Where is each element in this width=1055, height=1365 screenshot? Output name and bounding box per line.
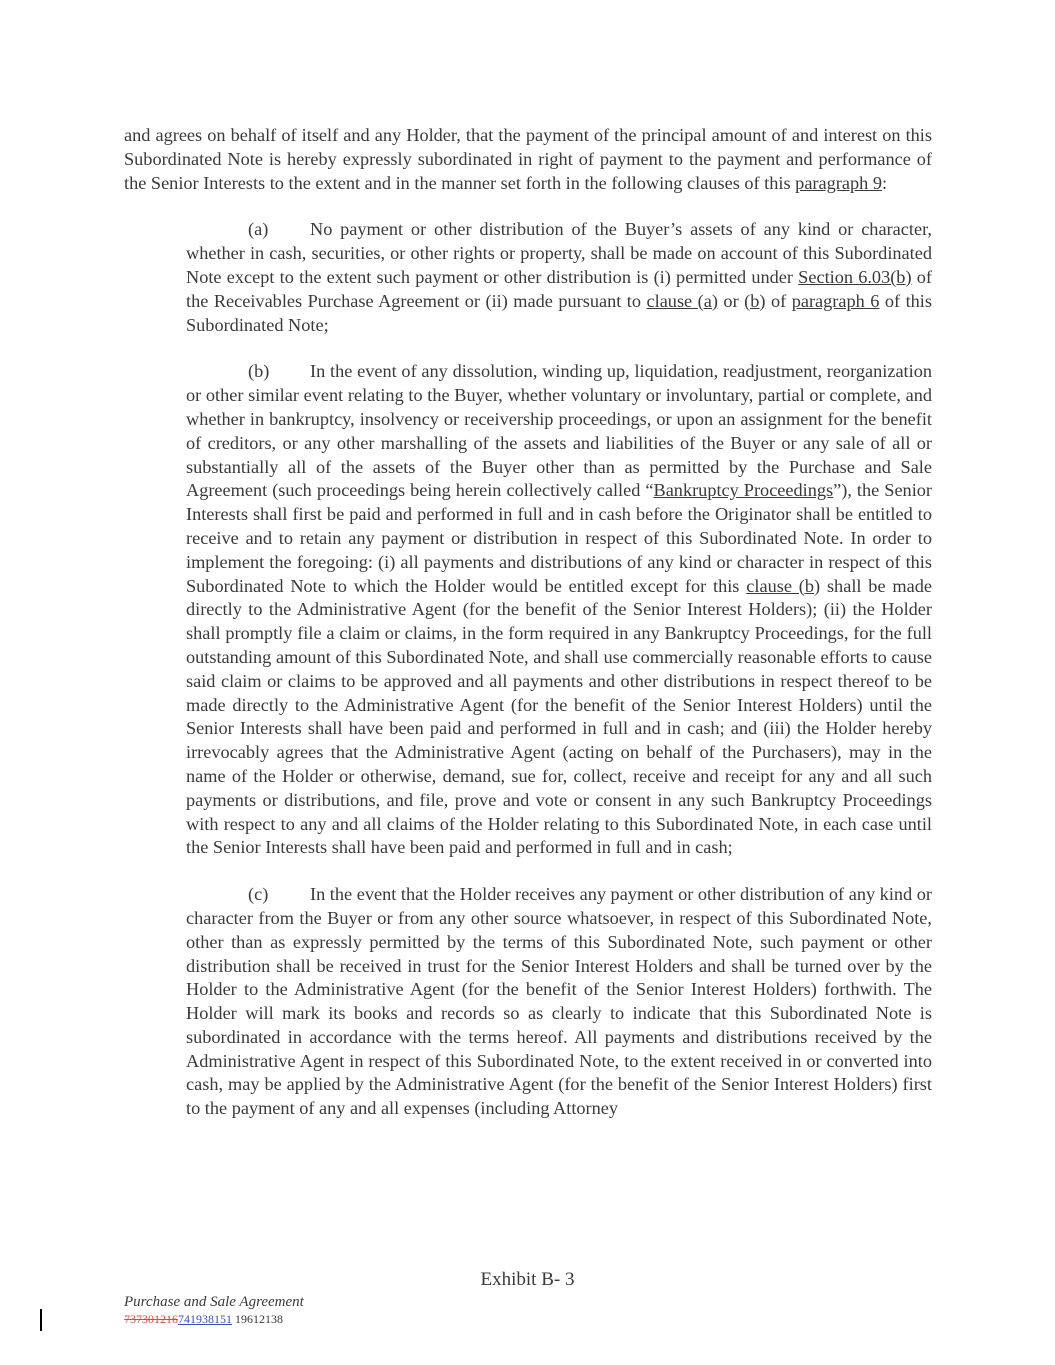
intro-paragraph xyxy=(124,124,932,195)
clause-c-paragraph xyxy=(186,883,932,1121)
clause-b-reference: clause (b) xyxy=(746,575,821,596)
bankruptcy-proceedings-term: Bankruptcy Proceedings xyxy=(653,480,834,501)
section-6-03b-reference: Section 6.03(b) xyxy=(798,266,912,287)
clause-a-reference: clause (a) xyxy=(646,290,718,311)
clause-a-text-5: of this Subordinated Note; xyxy=(186,290,932,335)
clause-a-text-2: of the Receivables Purchase Agreement or (ii) made pursuant to xyxy=(186,266,932,311)
inserted-document-id: 741938151 xyxy=(178,1312,232,1326)
document-id-number: 19612138 xyxy=(232,1312,283,1326)
clause-b-text-2: ”), the Senior Interests shall first be paid and performed in full and in cash before the Originator shall be entitled to receive and to retain any payment or distribution in respect of this Subordinated Note. In order to implement the foregoing: (i) all payments and distributions of any kind or character in respect of this Subordinated Note to which the Holder would be entitled except for this xyxy=(186,480,933,596)
revision-change-bar xyxy=(40,1309,42,1331)
clause-b-paragraph xyxy=(186,360,932,860)
deleted-document-id: 737301216 xyxy=(124,1312,178,1326)
clause-a-label: (a) xyxy=(248,219,269,240)
intro-text: and agrees on behalf of itself and any Holder, that the payment of the principal amount of and interest on this Subordinated Note is hereby expressly subordinated in right of payment to the payment and performance of the Senior Interests to the extent and in the manner set forth in the following clauses of this xyxy=(124,125,932,193)
clause-c-text: In the event that the Holder receives any payment or other distribution of any kind or character from the Buyer or from any other source whatsoever, in respect of this Subordinated Note, other than as expressly permitted by the terms of this Subordinated Note, such payment or other distribution shall be received in trust for the Senior Interest Holders and shall be turned over by the Holder to the Administrative Agent (for the benefit of the Senior Interest Holders) forthwith. The Holder will mark its books and records so as clearly to indicate that this Subordinated Note is subordinated in accordance with the terms hereof. All payments and distributions received by the Administrative Agent in respect of this Subordinated Note, to the extent received in or converted into cash, may be applied by the Administrative Agent (for the benefit of the Senior Interest Holders) first to the payment of any and all expenses (including Attorney xyxy=(186,884,932,1119)
document-footer xyxy=(124,1293,304,1327)
exhibit-page-label: Exhibit B- 3 xyxy=(480,1269,575,1290)
clause-b-text: In the event of any dissolution, winding up, liquidation, readjustment, reorganization or other similar event relating to the Buyer, whether voluntary or involuntary, partial or complete, and whether in bankruptcy, insolvency or receivership proceedings, or upon an assignment for the benefit of creditors, or any other marshalling of the assets and liabilities of the Buyer or any sale of all or substantially all of the assets of the Buyer other than as permitted by the Purchase and Sale Agreement (such proceedings being herein collectively called “ xyxy=(186,361,932,501)
clause-b-text-3: shall be made directly to the Administrative Agent (for the benefit of the Senior Interest Holders); (ii) the Holder shall promptly file a claim or claims, in the form required in any Bankruptcy Proceedings, for the full outstanding amount of this Subordinated Note, and shall use commercially reasonable efforts to cause said claim or claims to be approved and all payments and other distributions in respect thereof to be made directly to the Administrative Agent (for the benefit of the Senior Interest Holders) until the Senior Interests shall have been paid and performed in full and in cash; and (iii) the Holder hereby irrevocably agrees that the Administrative Agent (acting on behalf of the Purchasers), may in the name of the Holder or otherwise, demand, sue for, collect, receive and receipt for any and all such payments or distributions, and file, prove and vote or consent in any such Bankruptcy Proceedings with respect to any and all claims of the Holder relating to this Subordinated Note, in each case until the Senior Interests shall have been paid and performed in full and in cash; xyxy=(186,575,932,858)
paragraph-6-reference: paragraph 6 xyxy=(791,290,880,311)
clause-c-label: (c) xyxy=(248,884,269,905)
document-id xyxy=(124,1311,304,1327)
paragraph-9-reference: paragraph 9 xyxy=(795,172,882,193)
intro-text-end: : xyxy=(881,172,888,193)
document-body xyxy=(124,124,932,1144)
agreement-title: Purchase and Sale Agreement xyxy=(124,1294,304,1310)
clause-b-label: (b) xyxy=(248,361,270,382)
clause-a-text-3: or xyxy=(717,290,745,311)
clause-a-paragraph xyxy=(186,218,932,337)
clause-a-text-4: of xyxy=(765,290,792,311)
clause-b-short-reference: (b) xyxy=(744,290,766,311)
clause-a-text: No payment or other distribution of the Buyer’s assets of any kind or character, whether in cash, securities, or other rights or property, shall be made on account of this Subordinated Note except to the extent such payment or other distribution is (i) permitted under xyxy=(186,219,932,287)
